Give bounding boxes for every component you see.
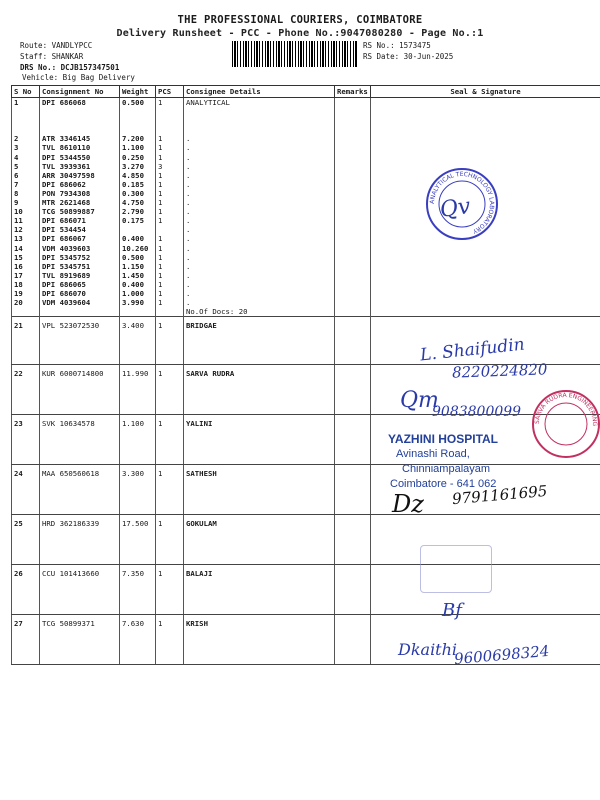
cell-remarks: [335, 307, 371, 317]
cell-wt: [120, 225, 156, 234]
cell-remarks: [335, 234, 371, 243]
cell-cn: VDM 4039603: [40, 244, 120, 253]
cell-sno: 22: [12, 365, 40, 415]
cell-sno: 21: [12, 317, 40, 365]
cell-sno: 13: [12, 234, 40, 243]
cell-sno: 20: [12, 298, 40, 307]
cell-cn: DPI 686071: [40, 216, 120, 225]
cell-pcs: 1: [156, 189, 184, 198]
small-rows: [12, 98, 600, 317]
cell-pcs: 1: [156, 98, 184, 108]
table-row: [12, 180, 600, 189]
cell-pcs: [156, 107, 184, 116]
cell-sno: 3: [12, 143, 40, 152]
cell-remarks: [335, 465, 371, 515]
cell-pcs: [156, 116, 184, 125]
faint-stamp: [420, 545, 492, 593]
cell-remarks: [335, 317, 371, 365]
cell-details: YALINI: [184, 415, 335, 465]
cell-wt: 1.100: [120, 415, 156, 465]
cell-cn: DPI 686062: [40, 180, 120, 189]
cell-cn: DPI 5345751: [40, 262, 120, 271]
cell-sno: 24: [12, 465, 40, 515]
cell-pcs: 1: [156, 289, 184, 298]
rs-number: RS No.: 1573475: [363, 41, 431, 50]
cell-pcs: 1: [156, 244, 184, 253]
table-row: [12, 162, 600, 171]
cell-remarks: [335, 565, 371, 615]
col-remarks: Remarks: [335, 86, 371, 98]
table-row: [12, 225, 600, 234]
cell-details: .: [184, 244, 335, 253]
svg-text:SARVA RUDRA ENGINEERING: SARVA RUDRA ENGINEERING: [533, 391, 599, 427]
cell-details: No.Of Docs: 20: [184, 307, 335, 317]
cell-cn: TCG 50899887: [40, 207, 120, 216]
table-row: [12, 153, 600, 162]
cell-cn: DPI 534454: [40, 225, 120, 234]
sig-24-phone: 9791161695: [451, 481, 549, 509]
cell-wt: 1.150: [120, 262, 156, 271]
table-row: [12, 280, 600, 289]
cell-remarks: [335, 515, 371, 565]
cell-seal: [371, 134, 600, 143]
cell-cn: ARR 30497598: [40, 171, 120, 180]
cell-pcs: 1: [156, 280, 184, 289]
cell-remarks: [335, 615, 371, 665]
cell-wt: 3.400: [120, 317, 156, 365]
cell-details: .: [184, 262, 335, 271]
cell-pcs: 1: [156, 515, 184, 565]
table-row: [12, 234, 600, 243]
cell-remarks: [335, 116, 371, 125]
cell-wt: 7.200: [120, 134, 156, 143]
cell-details: .: [184, 153, 335, 162]
cell-remarks: [335, 271, 371, 280]
cell-cn: DPI 686068: [40, 98, 120, 108]
cell-cn: DPI 5344550: [40, 153, 120, 162]
company-title: THE PROFESSIONAL COURIERS, COIMBATORE: [177, 14, 423, 26]
cell-sno: 16: [12, 262, 40, 271]
cell-sno: 19: [12, 289, 40, 298]
table-row: [12, 107, 600, 116]
cell-wt: 1.100: [120, 143, 156, 152]
cell-seal: [371, 307, 600, 317]
cell-sno: 10: [12, 207, 40, 216]
cell-pcs: 1: [156, 216, 184, 225]
table-row: [12, 307, 600, 317]
cell-seal: [371, 234, 600, 243]
cell-details: ANALYTICAL: [184, 98, 335, 108]
cell-details: BALAJI: [184, 565, 335, 615]
cell-wt: 1.450: [120, 271, 156, 280]
cell-sno: 25: [12, 515, 40, 565]
sig-27-phone: 9600698324: [453, 641, 551, 669]
cell-pcs: 1: [156, 198, 184, 207]
cell-pcs: 1: [156, 180, 184, 189]
table-row: [12, 415, 600, 465]
cell-remarks: [335, 244, 371, 253]
cell-wt: 17.500: [120, 515, 156, 565]
cell-pcs: 3: [156, 162, 184, 171]
cell-sno: 8: [12, 189, 40, 198]
cell-cn: ATR 3346145: [40, 134, 120, 143]
cell-cn: VDM 4039604: [40, 298, 120, 307]
cell-details: .: [184, 289, 335, 298]
sig-21-name: L. Shaifudin: [419, 334, 526, 366]
cell-wt: 0.500: [120, 253, 156, 262]
sig-21-phone: 8220224820: [451, 360, 548, 382]
cell-pcs: 1: [156, 134, 184, 143]
cell-details: [184, 125, 335, 134]
cell-remarks: [335, 198, 371, 207]
cell-sno: 23: [12, 415, 40, 465]
cell-seal: [371, 280, 600, 289]
cell-details: .: [184, 189, 335, 198]
cell-wt: [120, 125, 156, 134]
col-seal-signature: Seal & Signature: [371, 86, 600, 98]
cell-remarks: [335, 216, 371, 225]
cell-remarks: [335, 134, 371, 143]
cell-remarks: [335, 98, 371, 108]
cell-wt: 7.350: [120, 565, 156, 615]
table-header-row: [12, 86, 600, 98]
col-consignee: Consignee Details: [184, 86, 335, 98]
table-row: [12, 565, 600, 615]
cell-sno: 6: [12, 171, 40, 180]
hospital-line1: Avinashi Road,: [396, 448, 470, 460]
cell-details: .: [184, 253, 335, 262]
cell-remarks: [335, 107, 371, 116]
cell-seal: [371, 253, 600, 262]
cell-wt: 7.630: [120, 615, 156, 665]
cell-cn: VPL 523072530: [40, 317, 120, 365]
cell-wt: 0.185: [120, 180, 156, 189]
cell-pcs: 1: [156, 465, 184, 515]
cell-details: .: [184, 143, 335, 152]
cell-cn: DPI 5345752: [40, 253, 120, 262]
cell-details: .: [184, 271, 335, 280]
cell-remarks: [335, 180, 371, 189]
cell-cn: [40, 116, 120, 125]
cell-details: [184, 107, 335, 116]
table-row: [12, 125, 600, 134]
table-row: [12, 289, 600, 298]
table-row: [12, 189, 600, 198]
hospital-line2: Chinniampalayam: [402, 463, 491, 475]
hospital-stamp: [388, 432, 498, 492]
cell-remarks: [335, 415, 371, 465]
cell-remarks: [335, 125, 371, 134]
cell-wt: 0.400: [120, 280, 156, 289]
runsheet-subtitle: Delivery Runsheet - PCC - Phone No.:9047080280 - Page No.:1: [116, 28, 484, 39]
cell-pcs: 1: [156, 317, 184, 365]
sig-22-phone: 9083800099: [432, 404, 522, 420]
cell-remarks: [335, 162, 371, 171]
cell-wt: 4.750: [120, 198, 156, 207]
table-row: [12, 171, 600, 180]
cell-remarks: [335, 253, 371, 262]
cell-details: GOKULAM: [184, 515, 335, 565]
cell-cn: KUR 6000714800: [40, 365, 120, 415]
cell-wt: 3.270: [120, 162, 156, 171]
sig-27-name: Dkaithi: [398, 640, 458, 659]
cell-details: SATHESH: [184, 465, 335, 515]
cell-pcs: 1: [156, 298, 184, 307]
cell-sno: 12: [12, 225, 40, 234]
cell-seal: [371, 107, 600, 116]
cell-pcs: 1: [156, 262, 184, 271]
cell-seal: [371, 271, 600, 280]
cell-cn: [40, 107, 120, 116]
cell-seal: [371, 98, 600, 108]
cell-wt: [120, 116, 156, 125]
cell-details: .: [184, 171, 335, 180]
table-row: [12, 134, 600, 143]
cell-pcs: 1: [156, 207, 184, 216]
col-consignment: Consignment No: [40, 86, 120, 98]
cell-seal: [371, 143, 600, 152]
cell-remarks: [335, 298, 371, 307]
cell-cn: [40, 307, 120, 317]
cell-sno: [12, 116, 40, 125]
cell-seal: [371, 162, 600, 171]
cell-cn: DPI 686067: [40, 234, 120, 243]
cell-remarks: [335, 225, 371, 234]
cell-cn: DPI 686065: [40, 280, 120, 289]
cell-details: .: [184, 180, 335, 189]
cell-seal: [371, 153, 600, 162]
cell-remarks: [335, 189, 371, 198]
cell-sno: 14: [12, 244, 40, 253]
cell-seal: [371, 289, 600, 298]
cell-remarks: [335, 171, 371, 180]
cell-wt: 1.000: [120, 289, 156, 298]
vehicle-label: Vehicle: Big Bag Delivery: [22, 73, 135, 82]
cell-seal: [371, 125, 600, 134]
cell-wt: 3.990: [120, 298, 156, 307]
cell-remarks: [335, 289, 371, 298]
cell-pcs: 1: [156, 271, 184, 280]
cell-wt: 0.300: [120, 189, 156, 198]
cell-cn: TVL 8919689: [40, 271, 120, 280]
cell-details: .: [184, 225, 335, 234]
cell-wt: 4.850: [120, 171, 156, 180]
sig-22-mark: Qm: [400, 388, 439, 413]
cell-pcs: [156, 225, 184, 234]
sarva-rudra-stamp: [530, 388, 600, 460]
cell-pcs: [156, 125, 184, 134]
cell-details: .: [184, 234, 335, 243]
cell-sno: 27: [12, 615, 40, 665]
cell-details: .: [184, 280, 335, 289]
table-row: [12, 253, 600, 262]
cell-wt: 11.990: [120, 365, 156, 415]
cell-sno: 9: [12, 198, 40, 207]
cell-details: .: [184, 134, 335, 143]
cell-pcs: 1: [156, 415, 184, 465]
cell-cn: MTR 2621468: [40, 198, 120, 207]
cell-remarks: [335, 365, 371, 415]
cell-sno: 11: [12, 216, 40, 225]
cell-details: .: [184, 198, 335, 207]
cell-sno: 1: [12, 98, 40, 108]
table-row: [12, 216, 600, 225]
cell-wt: 3.300: [120, 465, 156, 515]
cell-remarks: [335, 280, 371, 289]
cell-sno: [12, 107, 40, 116]
cell-pcs: 1: [156, 143, 184, 152]
cell-sno: 17: [12, 271, 40, 280]
cell-cn: DPI 686070: [40, 289, 120, 298]
table-row: [12, 198, 600, 207]
cell-details: .: [184, 216, 335, 225]
cell-cn: SVK 10634578: [40, 415, 120, 465]
cell-cn: TVL 8610110: [40, 143, 120, 152]
cell-seal: [371, 244, 600, 253]
table-row: [12, 262, 600, 271]
table-row: [12, 116, 600, 125]
staff-label: Staff: SHANKAR: [20, 52, 84, 61]
cell-sno: 26: [12, 565, 40, 615]
table-row: [12, 98, 600, 108]
cell-details: SARVA RUDRA: [184, 365, 335, 415]
table-row: [12, 244, 600, 253]
cell-pcs: 1: [156, 365, 184, 415]
cell-pcs: 1: [156, 615, 184, 665]
cell-cn: TCG 50899371: [40, 615, 120, 665]
cell-cn: [40, 125, 120, 134]
cell-pcs: [156, 307, 184, 317]
cell-cn: PON 7934308: [40, 189, 120, 198]
cell-wt: 0.250: [120, 153, 156, 162]
col-sno: S No: [12, 86, 40, 98]
cell-pcs: 1: [156, 253, 184, 262]
cell-remarks: [335, 207, 371, 216]
table-row: [12, 143, 600, 152]
cell-remarks: [335, 262, 371, 271]
seal-1-signature: Qv: [438, 194, 473, 223]
cell-wt: [120, 307, 156, 317]
cell-cn: HRD 362186339: [40, 515, 120, 565]
cell-sno: 18: [12, 280, 40, 289]
cell-wt: 0.175: [120, 216, 156, 225]
cell-seal: [371, 262, 600, 271]
route-label: Route: VANDLYPCC: [20, 41, 93, 50]
svg-text:ANALYTICAL TECHNOLOGY LABORATO: ANALYTICAL TECHNOLOGY LABORATORY: [428, 170, 496, 235]
cell-wt: [120, 107, 156, 116]
cell-details: .: [184, 162, 335, 171]
table-row: [12, 207, 600, 216]
hospital-name: YAZHINI HOSPITAL: [388, 432, 499, 446]
cell-wt: 0.400: [120, 234, 156, 243]
hospital-line3: Coimbatore - 641 062: [390, 478, 497, 490]
cell-sno: 7: [12, 180, 40, 189]
cell-wt: 10.260: [120, 244, 156, 253]
cell-cn: MAA 650560618: [40, 465, 120, 515]
cell-details: BRIDGAE: [184, 317, 335, 365]
rs-date: RS Date: 30-Jun-2025: [363, 52, 454, 61]
cell-details: KRISH: [184, 615, 335, 665]
cell-cn: CCU 101413660: [40, 565, 120, 615]
cell-sno: 2: [12, 134, 40, 143]
cell-sno: 4: [12, 153, 40, 162]
cell-seal: [371, 116, 600, 125]
cell-remarks: [335, 153, 371, 162]
cell-details: [184, 116, 335, 125]
cell-sno: 5: [12, 162, 40, 171]
drs-number: DRS No.: DCJB157347501: [20, 63, 120, 72]
col-weight: Weight: [120, 86, 156, 98]
cell-pcs: 1: [156, 153, 184, 162]
cell-details: .: [184, 207, 335, 216]
cell-pcs: 1: [156, 171, 184, 180]
cell-remarks: [335, 143, 371, 152]
cell-pcs: 1: [156, 565, 184, 615]
table-row: [12, 271, 600, 280]
table-row: [12, 298, 600, 307]
cell-wt: 0.500: [120, 98, 156, 108]
sig-26-mark: Bf: [442, 600, 462, 621]
cell-wt: 2.790: [120, 207, 156, 216]
cell-details: .: [184, 298, 335, 307]
sig-24-mark: Dz: [392, 490, 424, 518]
cell-sno: [12, 307, 40, 317]
col-pcs: PCS: [156, 86, 184, 98]
barcode: [232, 41, 357, 67]
table-row: [12, 515, 600, 565]
cell-sno: [12, 125, 40, 134]
cell-sno: 15: [12, 253, 40, 262]
cell-pcs: 1: [156, 234, 184, 243]
cell-cn: TVL 3939361: [40, 162, 120, 171]
cell-seal: [371, 298, 600, 307]
